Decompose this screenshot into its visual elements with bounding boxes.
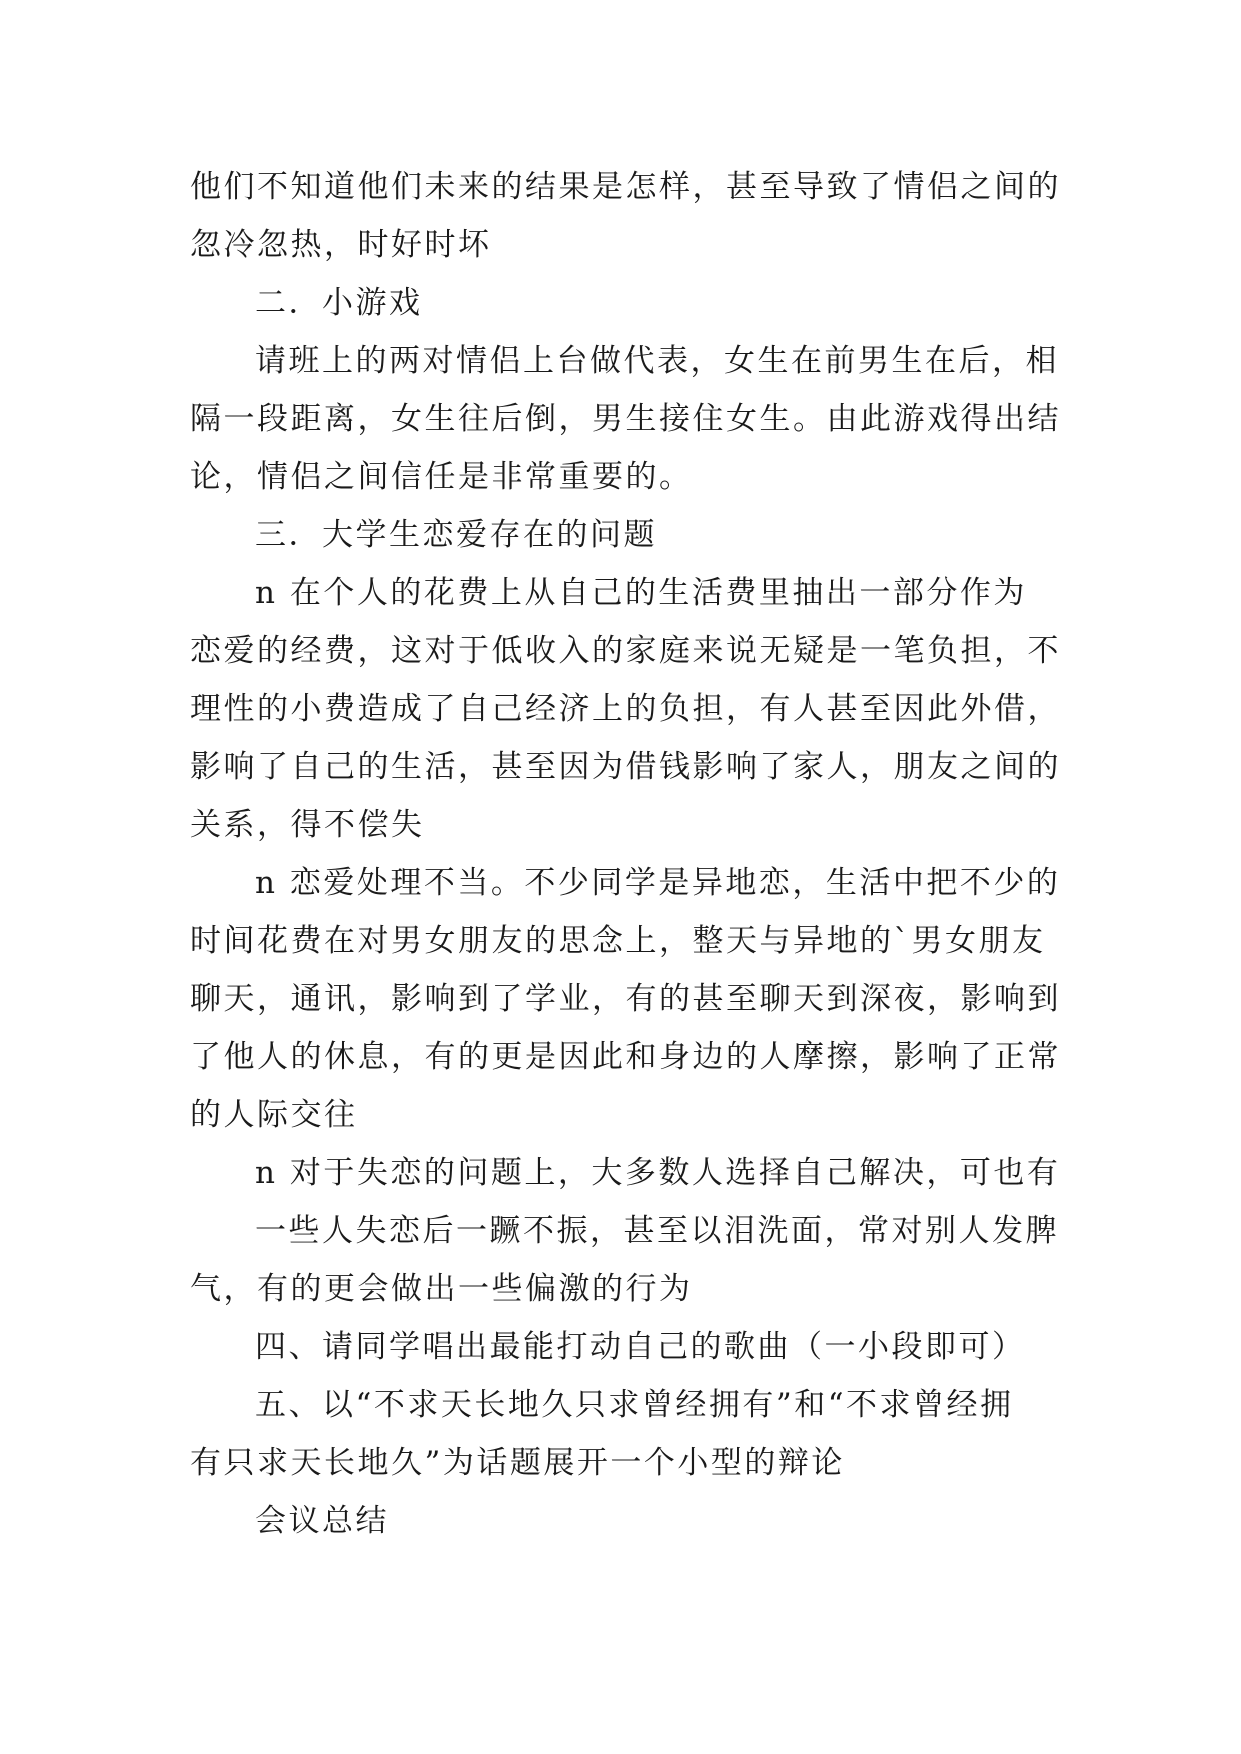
paragraph-h2 xyxy=(190,274,1070,332)
text-line: 忽冷忽热，时好时坏 xyxy=(190,227,492,263)
text-line: 三．大学生恋爱存在的问题 xyxy=(255,517,657,553)
text-line: 有只求天长地久”为话题展开一个小型的辩论 xyxy=(190,1445,845,1481)
paragraph-h6 xyxy=(190,1492,1070,1550)
paragraph-p6 xyxy=(190,1202,1070,1318)
text-line: 五、以“不求天长地久只求曾经拥有”和“不求曾经拥 xyxy=(255,1387,1014,1423)
paragraph-h4 xyxy=(190,1318,1070,1376)
paragraph-p2 xyxy=(190,332,1070,506)
text-line: 隔一段距离，女生往后倒，男生接住女生。由此游戏得出结 xyxy=(190,401,1061,437)
text-line: 四、请同学唱出最能打动自己的歌曲（一小段即可） xyxy=(255,1329,1026,1365)
text-line: 聊天，通讯，影响到了学业，有的甚至聊天到深夜，影响到 xyxy=(190,981,1061,1017)
text-line: 会议总结 xyxy=(255,1503,389,1539)
text-line: 他们不知道他们未来的结果是怎样，甚至导致了情侣之间的 xyxy=(190,169,1061,205)
paragraph-h3 xyxy=(190,506,1070,564)
text-line: 时间花费在对男女朋友的思念上，整天与异地的`男女朋友 xyxy=(190,923,1046,959)
text-line: 了他人的休息，有的更是因此和身边的人摩擦，影响了正常 xyxy=(190,1039,1061,1075)
text-line: 二．小游戏 xyxy=(255,285,423,321)
text-line: 理性的小费造成了自己经济上的负担，有人甚至因此外借， xyxy=(190,691,1061,727)
text-line: 的人际交往 xyxy=(190,1097,358,1133)
paragraph-p5 xyxy=(190,1144,1070,1202)
text-line: 恋爱的经费，这对于低收入的家庭来说无疑是一笔负担，不 xyxy=(190,633,1061,669)
text-line: 论，情侣之间信任是非常重要的。 xyxy=(190,459,693,495)
text-line: 关系，得不偿失 xyxy=(190,807,425,843)
paragraph-p3 xyxy=(190,564,1070,854)
paragraph-p4 xyxy=(190,854,1070,1144)
document-body xyxy=(190,158,1070,1550)
paragraph-p1 xyxy=(190,158,1070,274)
text-line: n 恋爱处理不当。不少同学是异地恋，生活中把不少的 xyxy=(255,865,1061,901)
text-line: 一些人失恋后一蹶不振，甚至以泪洗面，常对别人发脾 xyxy=(255,1213,1059,1249)
text-line: 气，有的更会做出一些偏激的行为 xyxy=(190,1271,693,1307)
paragraph-h5 xyxy=(190,1376,1070,1492)
text-line: 影响了自己的生活，甚至因为借钱影响了家人，朋友之间的 xyxy=(190,749,1061,785)
text-line: n 在个人的花费上从自己的生活费里抽出一部分作为 xyxy=(255,575,1027,611)
text-line: n 对于失恋的问题上，大多数人选择自己解决，可也有 xyxy=(255,1155,1061,1191)
text-line: 请班上的两对情侣上台做代表，女生在前男生在后，相 xyxy=(255,343,1059,379)
